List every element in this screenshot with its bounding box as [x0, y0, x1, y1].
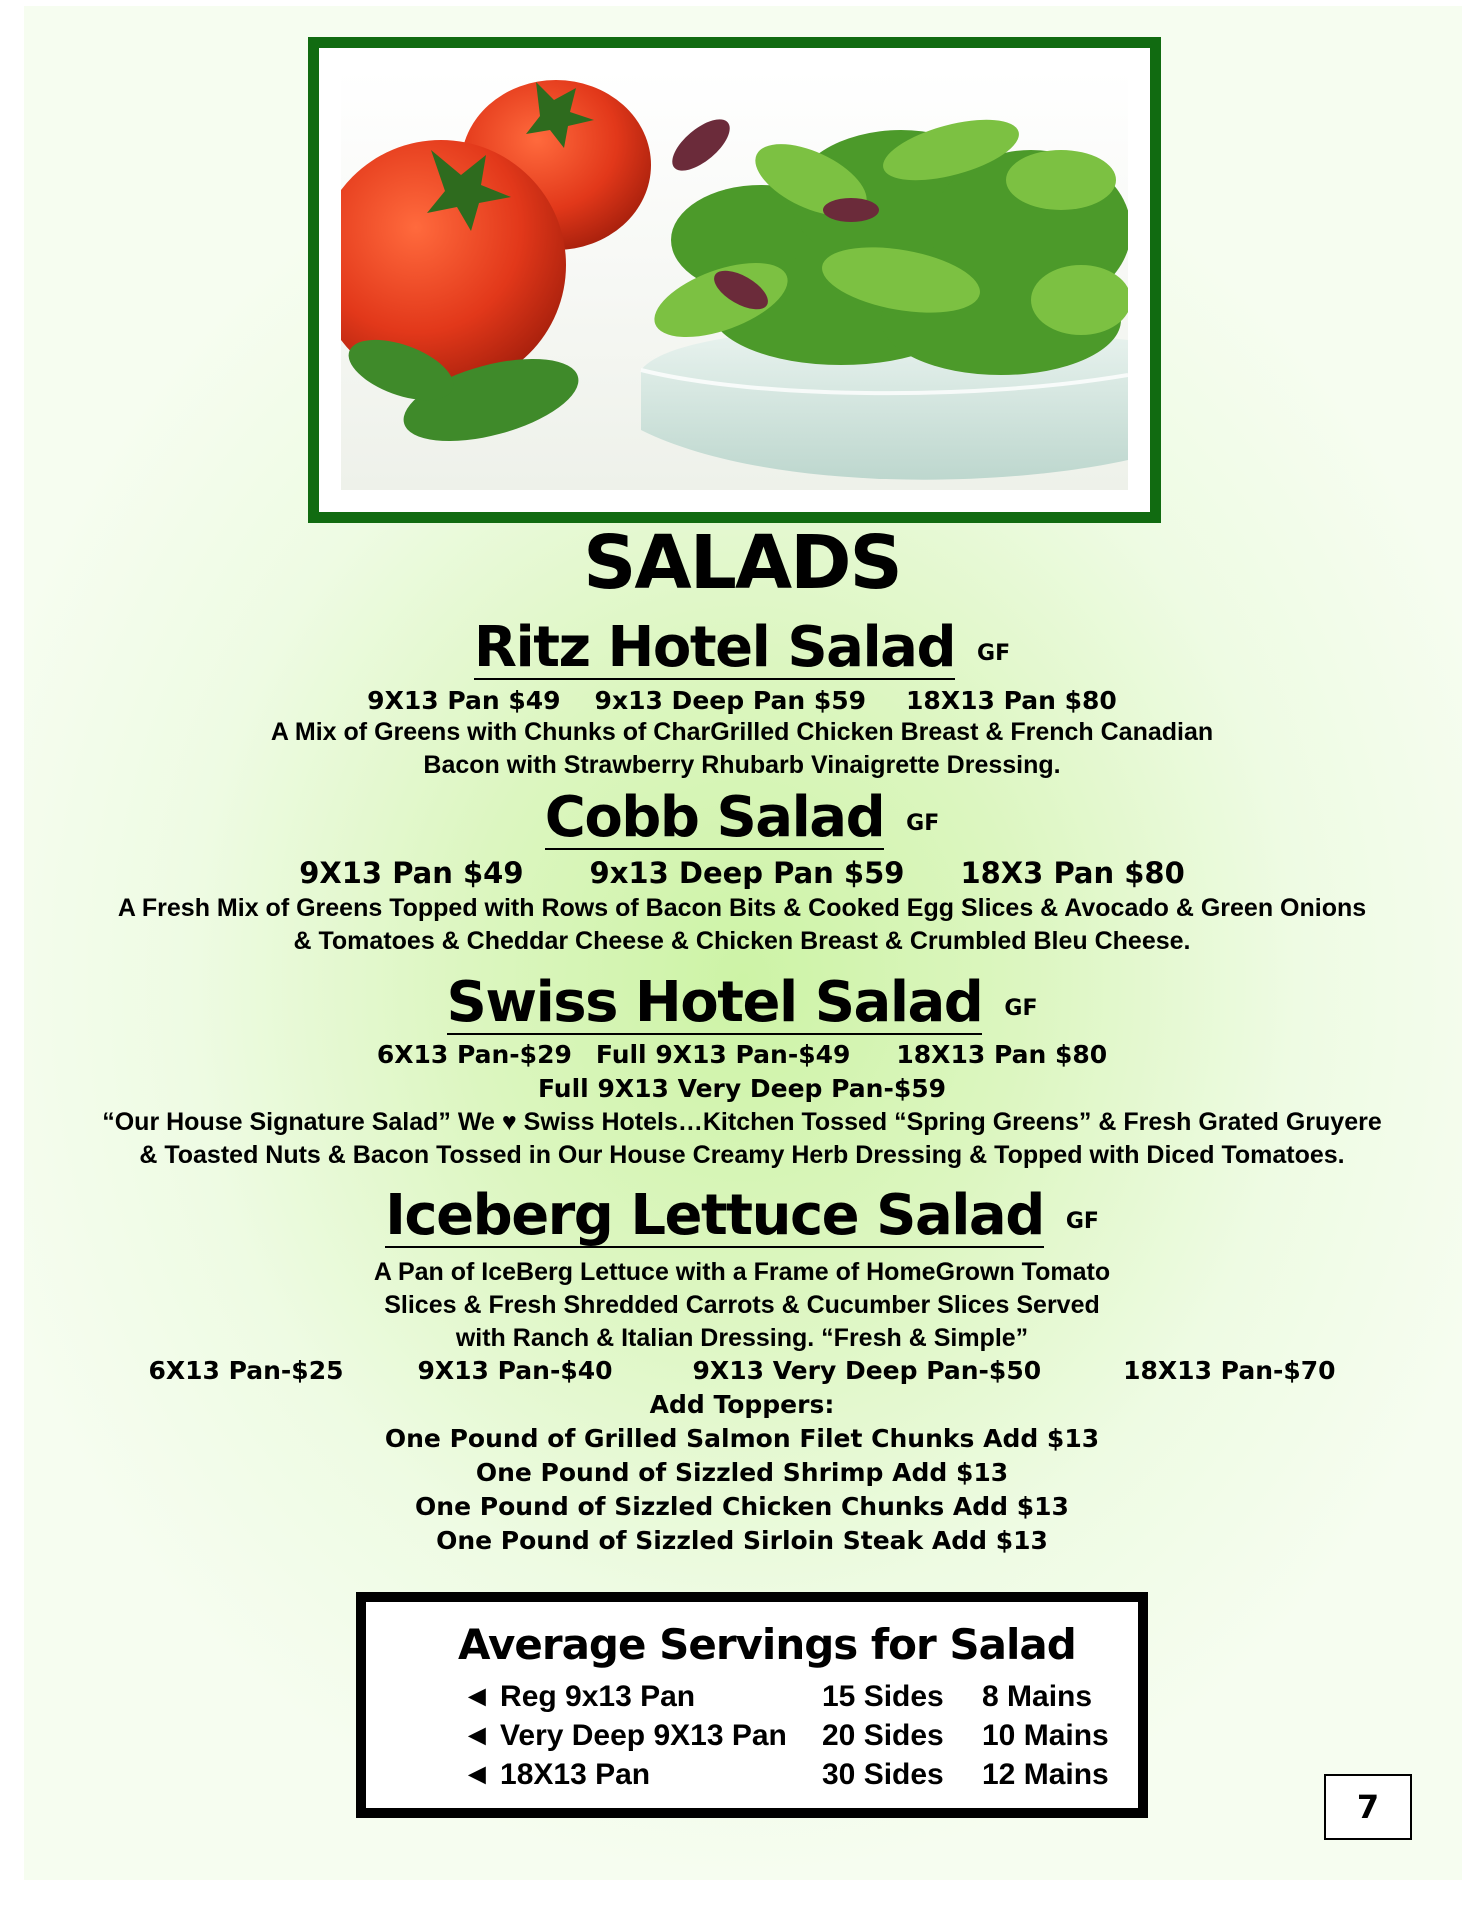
price-line: Full 9X13 Very Deep Pan-$59: [537, 1074, 947, 1103]
description-line: Bacon with Strawberry Rhubarb Vinaigrette Dressing.: [423, 751, 1061, 779]
description-line: & Tomatoes & Cheddar Cheese & Chicken Breast & Crumbled Bleu Cheese.: [293, 927, 1191, 955]
servings-pan: ◄ 18X13 Pan: [462, 1758, 651, 1791]
salad-heading-swiss: [0, 970, 1484, 1035]
price-line: [0, 686, 1484, 715]
gluten-free-tag: GF: [1004, 996, 1038, 1021]
page-number: 7: [1324, 1774, 1412, 1840]
salad-bowl-image: [341, 70, 1128, 490]
salad-heading-ritz: [0, 615, 1484, 680]
gluten-free-tag: GF: [906, 811, 940, 836]
salad-description: [0, 1256, 1484, 1355]
servings-sides: 15 Sides: [822, 1680, 944, 1713]
salad-name: Cobb Salad: [544, 785, 885, 850]
page-title: SALADS: [583, 520, 901, 606]
price-item: 9X13 Very Deep Pan-$50: [692, 1356, 1042, 1385]
price-item: 18X13 Pan $80: [906, 686, 1117, 715]
description-line: & Toasted Nuts & Bacon Tossed in Our House Creamy Herb Dressing & Topped with Diced Tomatoes.: [139, 1141, 1345, 1169]
price-item: 9x13 Deep Pan $59: [594, 686, 867, 715]
topper-item: One Pound of Sizzled Shrimp Add $13: [475, 1458, 1009, 1487]
price-item: 9x13 Deep Pan $59: [589, 856, 905, 890]
salad-name: Swiss Hotel Salad: [446, 970, 983, 1035]
description-line: A Mix of Greens with Chunks of CharGrilled Chicken Breast & French Canadian: [270, 718, 1214, 746]
gluten-free-tag: GF: [1065, 1209, 1099, 1234]
description-line: Slices & Fresh Shredded Carrots & Cucumber Slices Served: [384, 1291, 1100, 1319]
servings-pan: ◄ Very Deep 9X13 Pan: [462, 1719, 787, 1752]
toppers-heading: Add Toppers:: [649, 1390, 835, 1419]
price-line: [0, 856, 1484, 890]
price-item: 9X13 Pan-$40: [417, 1356, 613, 1385]
topper-item: One Pound of Sizzled Chicken Chunks Add $13: [415, 1492, 1069, 1521]
servings-title: Average Servings for Salad: [458, 1620, 1076, 1669]
gluten-free-tag: GF: [977, 641, 1011, 666]
servings-sides: 30 Sides: [822, 1758, 944, 1791]
description-line: “Our House Signature Salad” We ♥ Swiss Hotels…Kitchen Tossed “Spring Greens” & Fresh Grated Gruyere: [102, 1108, 1382, 1136]
salad-description: [0, 716, 1484, 782]
price-line: [0, 1040, 1484, 1069]
salad-description: [0, 892, 1484, 958]
servings-sides: 20 Sides: [822, 1719, 944, 1752]
price-item: Full 9X13 Pan-$49: [595, 1040, 851, 1069]
salad-description: [0, 1106, 1484, 1172]
description-line: A Pan of IceBerg Lettuce with a Frame of HomeGrown Tomato: [373, 1258, 1111, 1286]
servings-mains: 8 Mains: [982, 1680, 1093, 1713]
average-servings-box: [356, 1592, 1148, 1818]
salad-heading-cobb: [0, 785, 1484, 850]
price-line: [0, 1356, 1484, 1385]
price-item: 18X13 Pan-$70: [1123, 1356, 1336, 1385]
servings-pan: ◄ Reg 9x13 Pan: [462, 1680, 696, 1713]
servings-mains: 12 Mains: [982, 1758, 1109, 1791]
description-line: A Fresh Mix of Greens Topped with Rows of Bacon Bits & Cooked Egg Slices & Avocado & Green Onions: [117, 894, 1367, 922]
salad-name: Ritz Hotel Salad: [473, 615, 956, 680]
servings-mains: 10 Mains: [982, 1719, 1109, 1752]
price-item: 9X13 Pan $49: [299, 856, 524, 890]
description-line: with Ranch & Italian Dressing. “Fresh & Simple”: [455, 1324, 1029, 1352]
topper-item: One Pound of Grilled Salmon Filet Chunks Add $13: [384, 1424, 1100, 1453]
price-item: 9X13 Pan $49: [367, 686, 561, 715]
price-item: 18X13 Pan $80: [896, 1040, 1108, 1069]
salad-name: Iceberg Lettuce Salad: [385, 1183, 1044, 1248]
price-item: 18X3 Pan $80: [960, 856, 1185, 890]
price-item: 6X13 Pan-$29: [376, 1040, 572, 1069]
price-item: 6X13 Pan-$25: [148, 1356, 344, 1385]
salad-photo-frame: [308, 37, 1161, 523]
topper-item: One Pound of Sizzled Sirloin Steak Add $13: [436, 1526, 1048, 1555]
salad-heading-iceberg: [0, 1183, 1484, 1248]
